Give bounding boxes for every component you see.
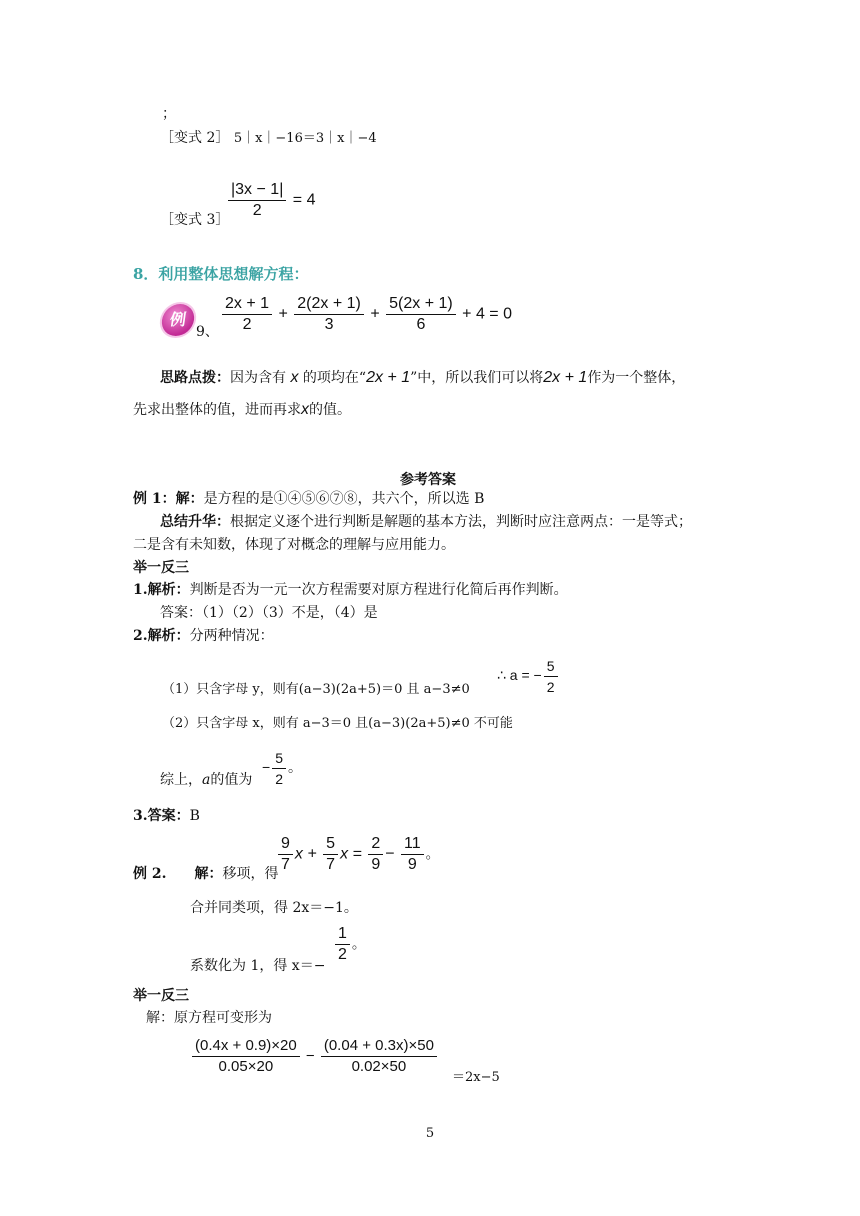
example-2-step-2: 合并同类项，得 2x＝−1。	[190, 900, 358, 916]
var-x: x	[290, 369, 299, 386]
q2-case-1: （1）只含字母 y，则有(a−3)(2a+5)＝0 且 a−3≠0	[162, 682, 470, 697]
variant-2	[160, 128, 377, 149]
variant-3-fraction	[228, 180, 286, 221]
example-2-equation: $\frac{9}{7}$ x + $\frac{5}{7}$ x = $\frac{2}{9}$ − $\frac{11}{9}$ 。	[276, 834, 440, 875]
q3-answer: 3.答案：B	[133, 808, 200, 824]
q2-conclusion-value: − $\frac{5}{2}$ 。	[262, 750, 302, 787]
ex9-fraction-1: $\frac{2x + 1}{2}$	[222, 294, 272, 335]
variant-2-equation: 5｜x｜−16＝3｜x｜−4	[233, 131, 377, 146]
q2-case-1-result: ∴ a = − $\frac{5}{2}$	[497, 656, 560, 697]
ex9-fraction-2: $\frac{2(2x + 1)}{3}$	[294, 294, 364, 335]
variant-3-denominator: 2	[252, 202, 262, 219]
variant-3-label: ［变式 3］	[160, 212, 230, 228]
solution-rhs: ＝2x−5	[452, 1070, 500, 1085]
expr-2x-plus-1: 2x + 1	[366, 369, 411, 386]
semicolon-mark: ；	[162, 106, 176, 122]
practice-heading-1: 举一反三	[133, 560, 189, 576]
hint-line-2: 先求出整体的值，进而再求x的值。	[133, 401, 351, 418]
answer-example-1: 例 1：解：是方程的是①④⑤⑥⑦⑧，共六个，所以选 B	[133, 491, 485, 507]
q2-case-2: （2）只含字母 x，则有 a−3＝0 且(a−3)(2a+5)≠0 不可能	[162, 716, 513, 731]
q1-answer: 答案：（1）（2）（3）不是，（4）是	[160, 605, 378, 621]
page-number: 5	[425, 1126, 435, 1141]
variant-3-equation	[226, 180, 315, 221]
variant-3-rhs: = 4	[292, 191, 316, 209]
example-9-equation: $\frac{2x + 1}{2}$ + $\frac{2(2x + 1)}{3}$ + $\frac{5(2x + 1)}{6}$ + 4 = 0	[220, 294, 512, 335]
ex9-fraction-3: $\frac{5(2x + 1)}{6}$	[386, 294, 456, 335]
example-2-step-3: 系数化为 1，得 x＝−	[190, 958, 326, 974]
answers-title: 参考答案	[400, 472, 456, 488]
variant-2-label: ［变式 2］	[160, 130, 230, 146]
hint-title: 思路点拨：	[160, 370, 230, 386]
variant-3-numerator: |3x − 1|	[228, 180, 286, 201]
solution-intro: 解：原方程可变形为	[146, 1010, 272, 1026]
q2-analysis: 2.解析：分两种情况：	[133, 628, 274, 644]
example-2-step-3-fraction: $\frac{1}{2}$ 。	[333, 924, 366, 965]
example-9-label: 9、	[196, 324, 219, 340]
solution-equation: $\frac{(0.4x + 0.9)\times 20}{0.05\times 20}$ − $\frac{(0.04 + 0.3x)\times 50}{0.02\times 50}$	[190, 1036, 439, 1077]
practice-heading-2: 举一反三	[133, 988, 189, 1004]
hint-line-1: 思路点拨：因为含有 x 的项均在“2x + 1”中，所以我们可以将2x + 1作为一个整体，	[160, 369, 686, 386]
q2-conclusion: 综上，a的值为	[160, 772, 253, 788]
q1-analysis: 1.解析：判断是否为一元一次方程需要对原方程进行化简后再作判断。	[133, 582, 568, 598]
section-8-heading: 8．利用整体思想解方程：	[133, 265, 309, 283]
summary-line-1: 总结升华：根据定义逐个进行判断是解题的基本方法，判断时应注意两点：一是等式；	[160, 514, 692, 530]
example-2-step-1: 例 2. 解：移项，得	[133, 866, 279, 882]
summary-line-2: 二是含有未知数，体现了对概念的理解与应用能力。	[133, 537, 455, 553]
example-badge-icon: 例	[160, 304, 196, 336]
